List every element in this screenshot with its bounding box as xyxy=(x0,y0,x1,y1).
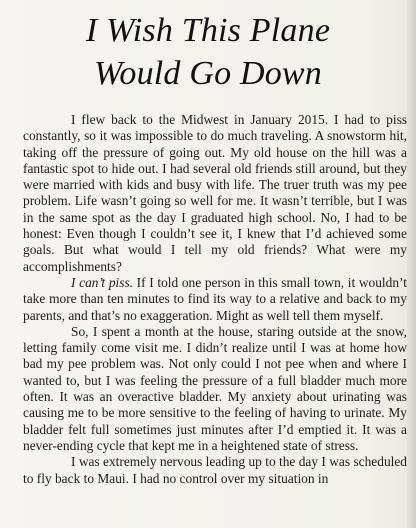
chapter-title-line-1: I Wish This Plane xyxy=(85,12,331,49)
chapter-title-line-2: Would Go Down xyxy=(93,55,323,92)
paragraph-2-text: If I told one person in this small town, it wouldn’t take more than ten minutes to find its way to a relative and back to my parents, and that’s no exaggeration. Might as well tell them myself. xyxy=(23,274,407,323)
chapter-body xyxy=(23,112,407,487)
paragraph-4: I was extremely nervous leading up to the day I was scheduled to fly back to Maui. I had no control over my situation in xyxy=(23,454,407,486)
paragraph-1: I flew back to the Midwest in January 2015. I had to piss constantly, so it was impossible to do much traveling. A snowstorm hit, taking off the pressure of going out. My old house on the hill was a fantastic spot to hide out. I had several old friends still around, but they were married with kids and busy with life. The truer truth was my pee problem. Life wasn’t going so well for me. It wasn’t terrible, but I was in the same spot as the day I graduated high school. No, I had to be honest: Even though I couldn’t see it, I knew that I’d achieved some goals. But what would I tell my old friends? What were my accomplishments? xyxy=(23,112,407,274)
paragraph-3: So, I spent a month at the house, staring outside at the snow, letting family come visit me. I didn’t realize until I was at home how bad my pee problem was. Not only could I not pee when and where I wanted to, but I was feeling the pressure of a full bladder much more often. It was an overactive bladder. My anxiety about urinating was causing me to be more sensitive to the feeling of having to urinate. My bladder felt full sometimes just minutes after I’d emptied it. It was a never-ending cycle that kept me in a heightened state of stress. xyxy=(23,323,407,453)
paragraph-2 xyxy=(23,275,407,324)
paragraph-2-italic: I can’t piss. xyxy=(71,274,133,290)
